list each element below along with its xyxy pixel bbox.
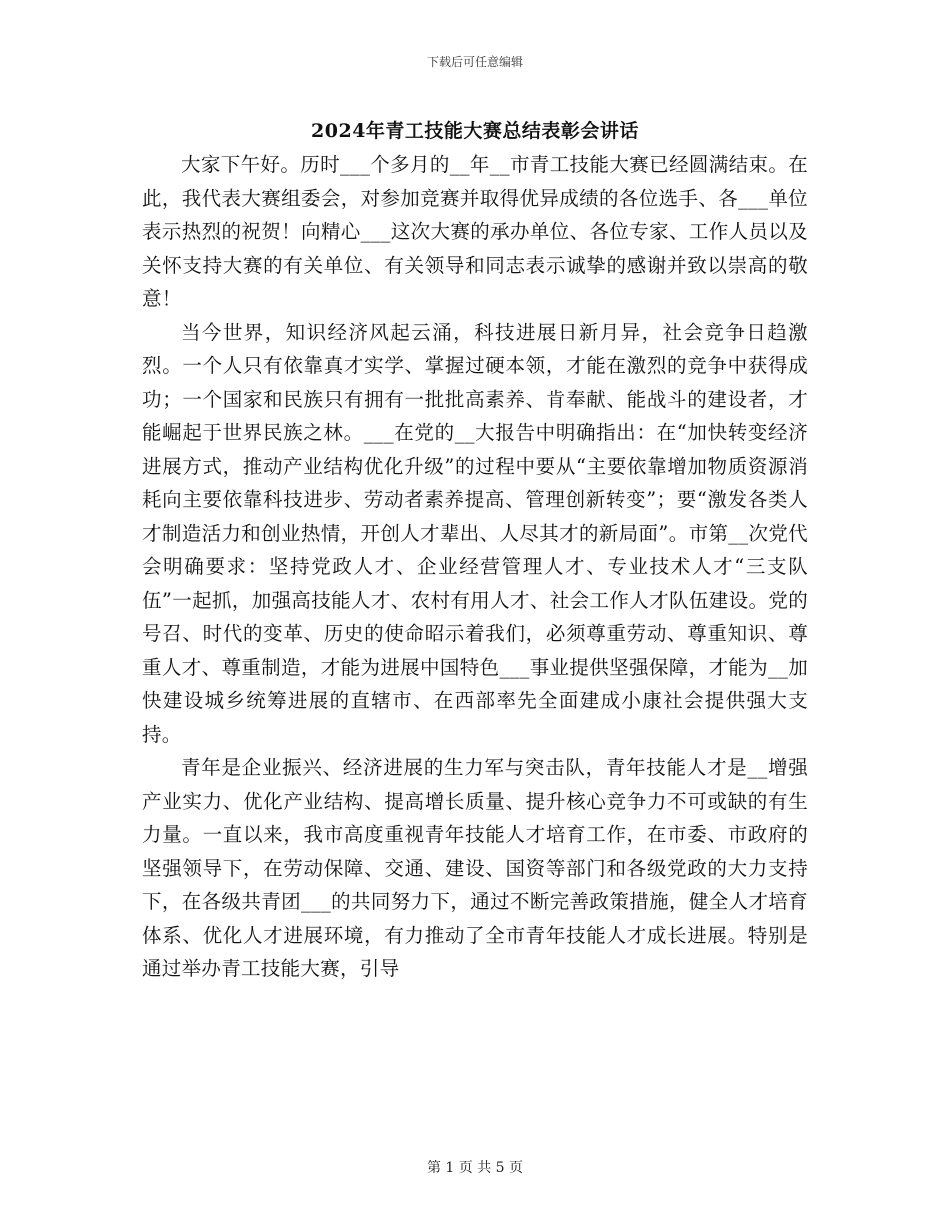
page-header-note: 下载后可任意编辑 — [426, 55, 523, 69]
paragraph-1: 大家下午好。历时___个多月的__年__市青工技能大赛已经圆满结束。在此，我代表大赛组委会，对参加竞赛并取得优异成绩的各位选手、各___单位表示热烈的祝贺！向精心___这次大赛的承办单位、各位专家、工作人员以及关怀支持大赛的有关单位、有关领导和同志表示诚挚的感谢并致以崇高的敬意！ — [142, 153, 808, 310]
paragraph-3: 青年是企业振兴、经济进展的生力军与突击队，青年技能人才是__增强产业实力、优化产业结构、提高增长质量、提升核心竞争力不可或缺的有生力量。一直以来，我市高度重视青年技能人才培育工作，在市委、市政府的坚强领导下，在劳动保障、交通、建设、国资等部门和各级党政的大力支持下，在各级共青团___的共同努力下，通过不断完善政策措施，健全人才培育体系、优化人才进展环境，有力推动了全市青年技能人才成长进展。特别是通过举办青工技能大赛，引导 — [142, 756, 808, 980]
page-number: 第 1 页 共 5 页 — [426, 1160, 524, 1176]
document-title: 2024年青工技能大赛总结表彰会讲话 — [311, 120, 639, 142]
paragraph-2: 当今世界，知识经济风起云涌，科技进展日新月异，社会竞争日趋激烈。一个人只有依靠真才实学、掌握过硬本领，才能在激烈的竞争中获得成功；一个国家和民族只有拥有一批批高素养、肯奉献、能战斗的建设者，才能崛起于世界民族之林。___在党的__大报告中明确指出：在“加快转变经济进展方式，推动产业结构优化升级”的过程中要从“主要依靠增加物质资源消耗向主要依靠科技进步、劳动者素养提高、管理创新转变”；要“激发各类人才制造活力和创业热情，开创人才辈出、人尽其才的新局面”。市第__次党代会明确要求：坚持党政人才、企业经营管理人才、专业技术人才“三支队伍”一起抓，加强高技能人才、农村有用人才、社会工作人才队伍建设。党的号召、时代的变革、历史的使命昭示着我们，必须尊重劳动、尊重知识、尊重人才、尊重制造，才能为进展中国特色___事业提供坚强保障，才能为__加快建设城乡统筹进展的直辖市、在西部率先全面建成小康社会提供强大支持。 — [142, 320, 808, 746]
document-body — [142, 148, 808, 986]
